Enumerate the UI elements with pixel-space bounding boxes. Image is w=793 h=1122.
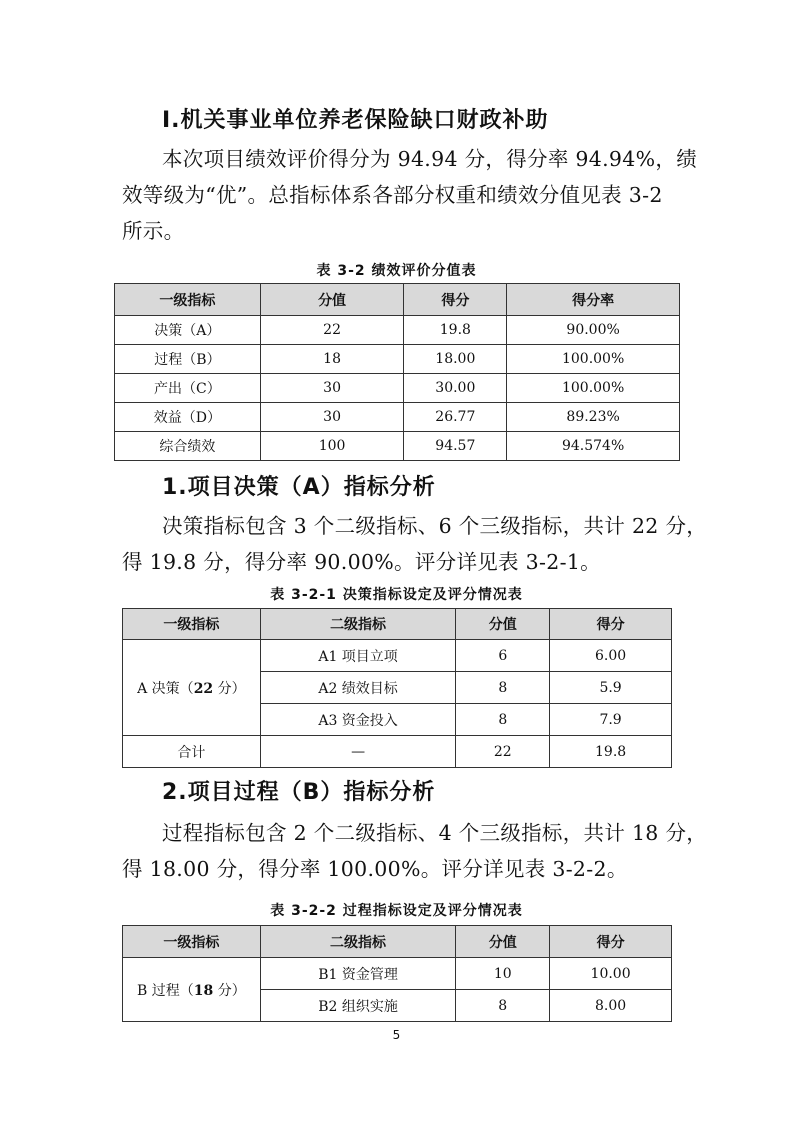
- table-cell: 26.77: [404, 403, 507, 432]
- table2-caption: 表 3-2-1 决策指标设定及评分情况表: [270, 587, 523, 603]
- header-cell: 分值: [260, 284, 404, 316]
- table-cell: 90.00%: [507, 316, 680, 345]
- intro-line-2: 效等级为“优”。总指标体系各部分权重和绩效分值见表 3-2: [122, 183, 663, 207]
- table-cell: 合计: [123, 736, 261, 768]
- table-cell: 30: [260, 403, 404, 432]
- table-cell: A3 资金投入: [260, 704, 456, 736]
- intro-line-3: 所示。: [122, 219, 185, 243]
- table-cell: 决策（A）: [115, 316, 261, 345]
- table-cell: 10: [456, 958, 550, 990]
- table-cell: 过程（B）: [115, 345, 261, 374]
- table-row: [115, 316, 680, 345]
- section1-line-1: 决策指标包含 3 个二级指标、6 个三级指标，共计 22 分，: [162, 514, 708, 538]
- header-cell: 一级指标: [123, 609, 261, 640]
- table-cell: 89.23%: [507, 403, 680, 432]
- table-cell: 6: [456, 640, 550, 672]
- table-cell: 30: [260, 374, 404, 403]
- table-row: [123, 958, 672, 990]
- table-cell: 7.9: [550, 704, 672, 736]
- header-cell: 一级指标: [115, 284, 261, 316]
- section2-paragraph: [122, 815, 708, 887]
- table-cell: 6.00: [550, 640, 672, 672]
- header-cell: 得分: [550, 609, 672, 640]
- table-cell: 100.00%: [507, 345, 680, 374]
- section2-heading: 2.项目过程（B）指标分析: [162, 780, 436, 805]
- intro-line-1: 本次项目绩效评价得分为 94.94 分，得分率 94.94%，绩: [162, 147, 698, 171]
- table-cell: 10.00: [550, 958, 672, 990]
- table-cell: 8: [456, 704, 550, 736]
- table-cell: 19.8: [404, 316, 507, 345]
- table3-caption: 表 3-2-2 过程指标设定及评分情况表: [270, 903, 523, 919]
- table-cell: 18: [260, 345, 404, 374]
- table-cell: A2 绩效目标: [260, 672, 456, 704]
- group-label: A 决策（: [137, 680, 194, 697]
- table-cell: 22: [260, 316, 404, 345]
- table-cell: 19.8: [550, 736, 672, 768]
- section2-line-1: 过程指标包含 2 个二级指标、4 个三级指标，共计 18 分，: [162, 821, 708, 845]
- table-cell: 100: [260, 432, 404, 461]
- section1-heading: 1.项目决策（A）指标分析: [162, 475, 436, 500]
- table-cell: B2 组织实施: [260, 990, 456, 1022]
- group-cell: [123, 958, 261, 1022]
- header-cell: 得分率: [507, 284, 680, 316]
- main-heading: Ⅰ.机关事业单位养老保险缺口财政补助: [162, 108, 549, 133]
- table-cell: B1 资金管理: [260, 958, 456, 990]
- intro-paragraph: [122, 141, 698, 249]
- table-header-row: [123, 609, 672, 640]
- table-cell: 效益（D）: [115, 403, 261, 432]
- group-unit: 分）: [213, 982, 246, 999]
- header-cell: 一级指标: [123, 926, 261, 958]
- header-cell: 得分: [404, 284, 507, 316]
- table-cell: 5.9: [550, 672, 672, 704]
- section1-line-2: 得 19.8 分，得分率 90.00%。评分详见表 3-2-1。: [122, 550, 601, 574]
- table-cell: 8: [456, 990, 550, 1022]
- section2-line-2: 得 18.00 分，得分率 100.00%。评分详见表 3-2-2。: [122, 857, 628, 881]
- header-cell: 分值: [456, 926, 550, 958]
- header-cell: 分值: [456, 609, 550, 640]
- table-cell: A1 项目立项: [260, 640, 456, 672]
- process-table: [122, 925, 672, 1022]
- table-cell: 18.00: [404, 345, 507, 374]
- table-cell: 8.00: [550, 990, 672, 1022]
- table-total-row: [123, 736, 672, 768]
- table-header-row: [123, 926, 672, 958]
- table-row: [123, 640, 672, 672]
- group-score: 22: [193, 680, 214, 697]
- table-cell: 产出（C）: [115, 374, 261, 403]
- table-row: [115, 345, 680, 374]
- table-cell: —: [260, 736, 456, 768]
- table-row: [115, 374, 680, 403]
- table-cell: 94.57: [404, 432, 507, 461]
- group-label: B 过程（: [137, 982, 194, 999]
- header-cell: 二级指标: [260, 926, 456, 958]
- page-number: 5: [392, 1028, 401, 1042]
- group-unit: 分）: [213, 680, 246, 697]
- table-cell: 94.574%: [507, 432, 680, 461]
- table-cell: 30.00: [404, 374, 507, 403]
- table1-caption: 表 3-2 绩效评价分值表: [316, 263, 477, 279]
- group-score: 18: [193, 982, 214, 999]
- decision-table: [122, 608, 672, 768]
- table-cell: 综合绩效: [115, 432, 261, 461]
- table-cell: 22: [456, 736, 550, 768]
- section1-paragraph: [122, 508, 708, 580]
- table-row: [115, 403, 680, 432]
- table-header-row: [115, 284, 680, 316]
- table-row: [115, 432, 680, 461]
- table-cell: 100.00%: [507, 374, 680, 403]
- header-cell: 二级指标: [260, 609, 456, 640]
- group-cell: [123, 640, 261, 736]
- header-cell: 得分: [550, 926, 672, 958]
- score-table: [114, 283, 680, 461]
- table-cell: 8: [456, 672, 550, 704]
